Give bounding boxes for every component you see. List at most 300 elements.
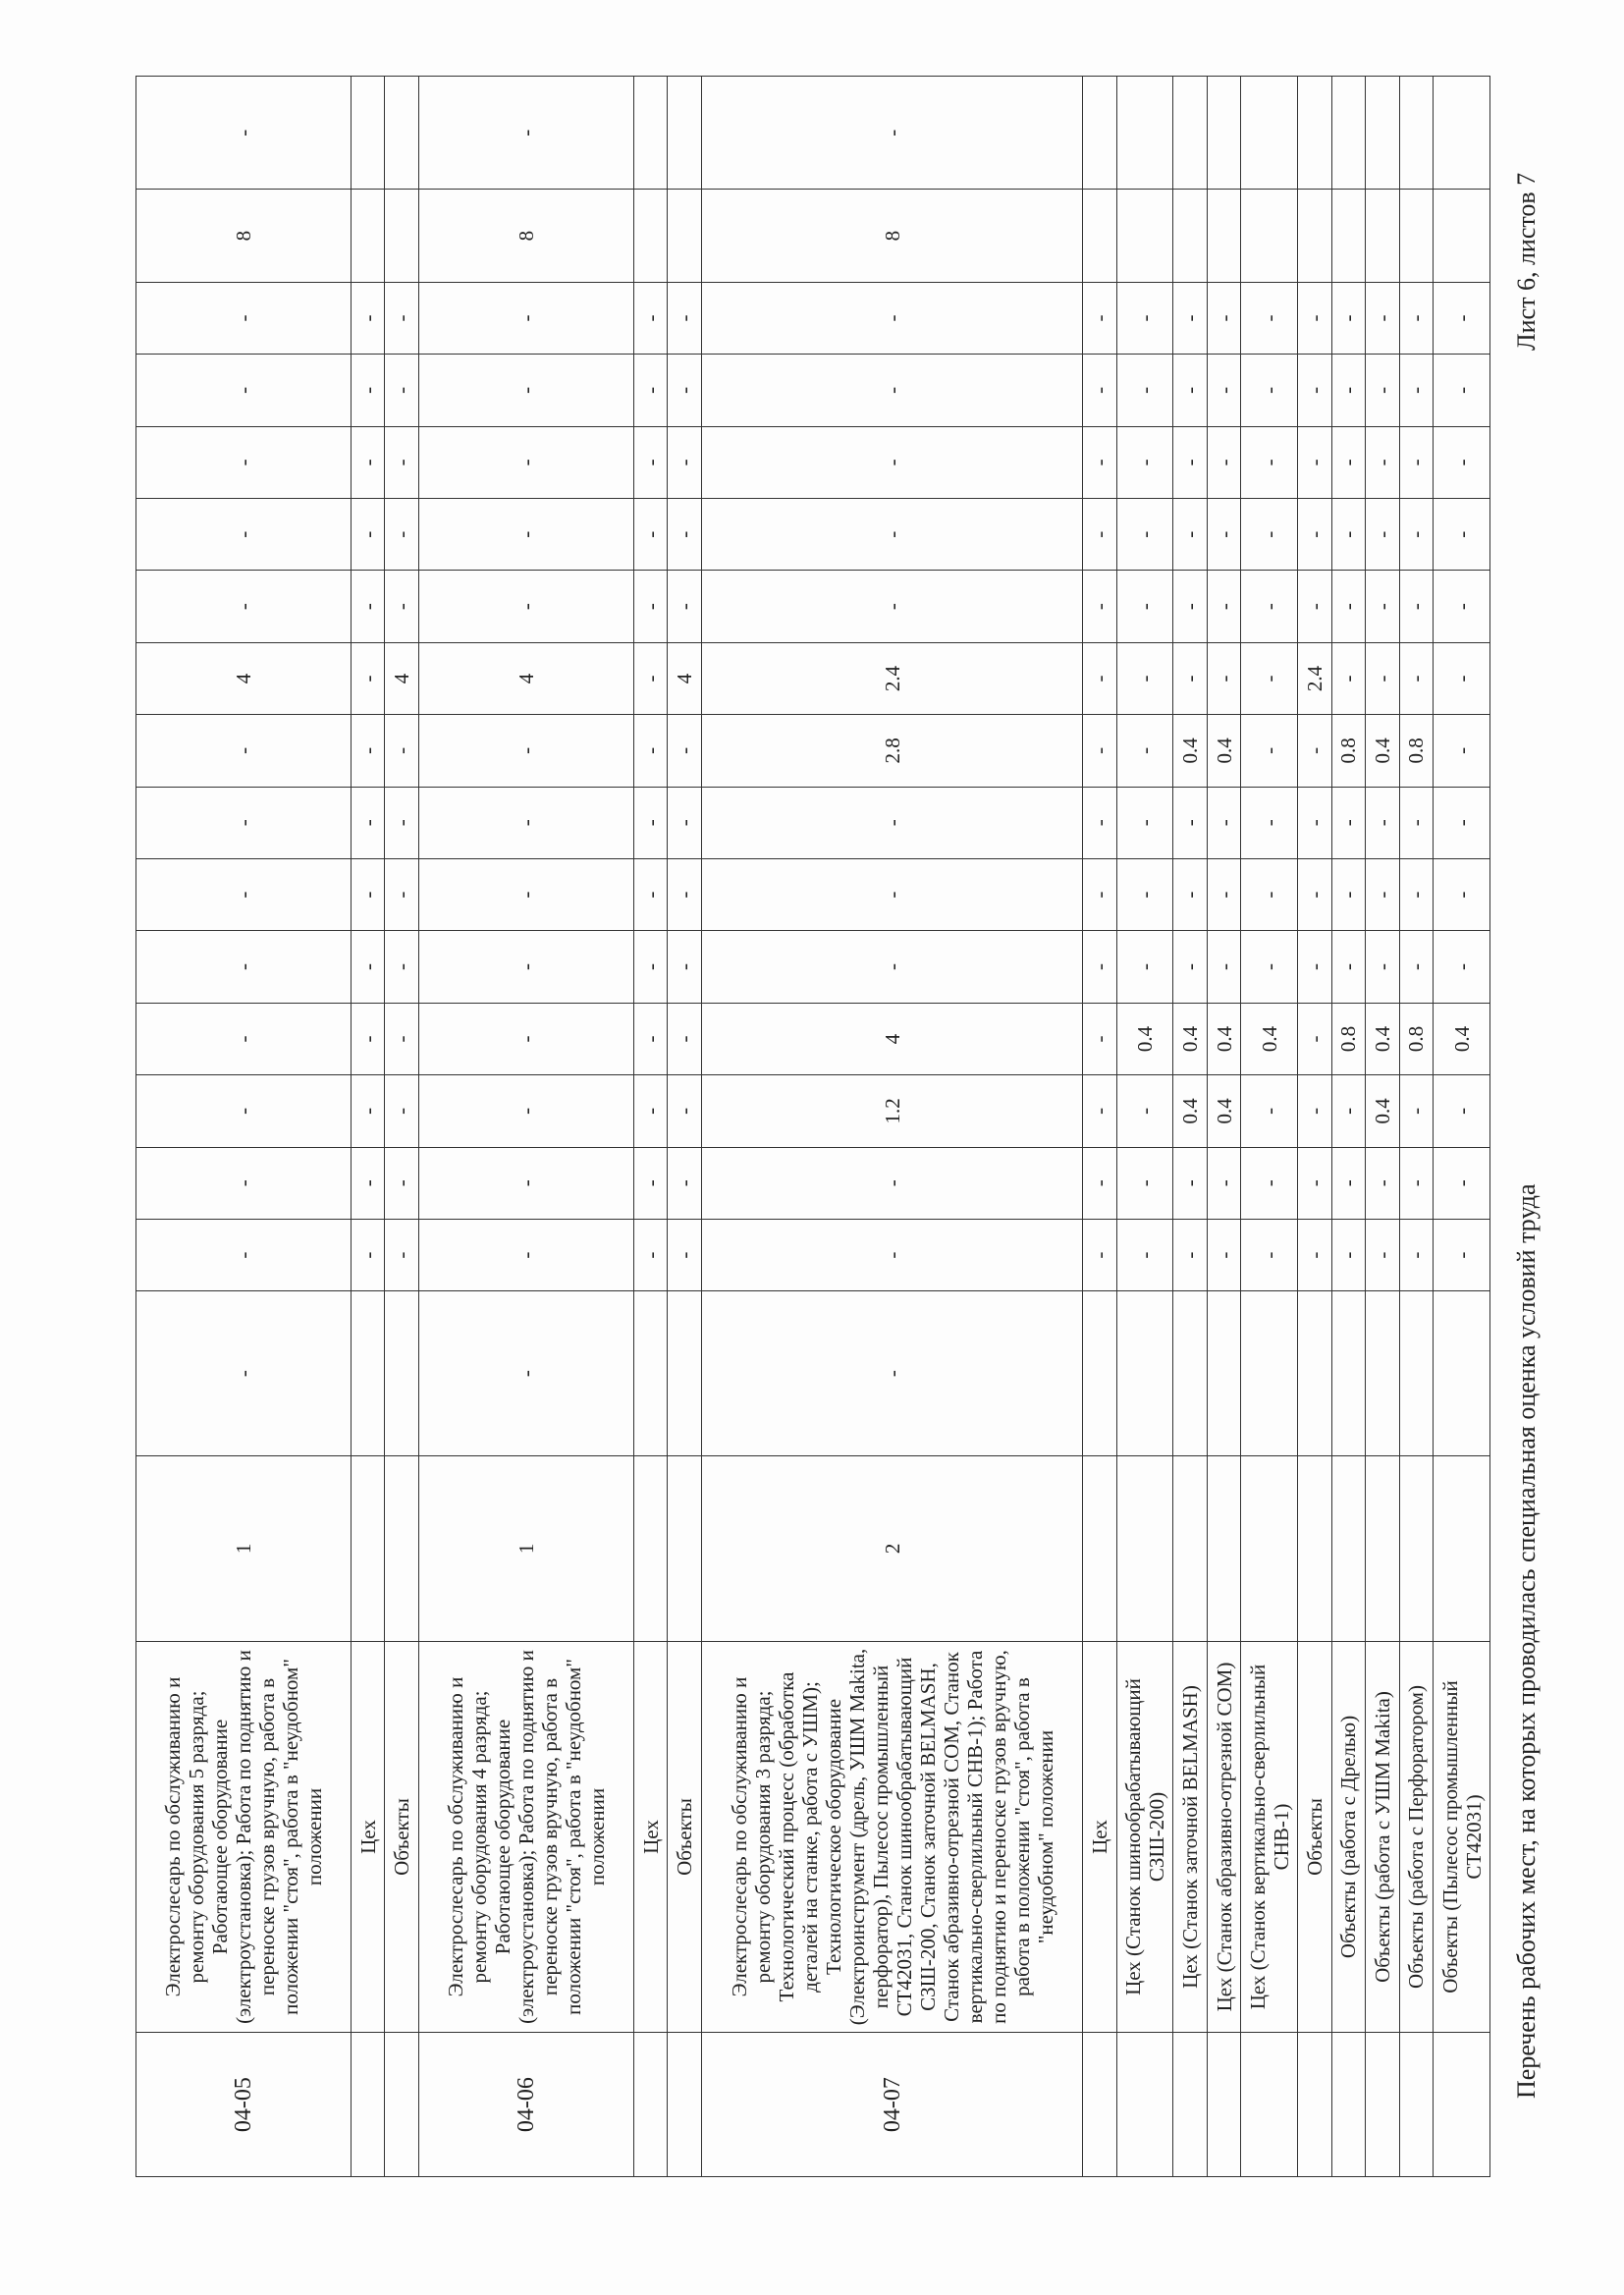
table-cell xyxy=(1331,190,1366,282)
table-cell: - xyxy=(1207,858,1241,930)
table-cell xyxy=(1241,1291,1298,1456)
table-cell: - xyxy=(633,858,668,930)
table-cell: - xyxy=(633,426,668,498)
table-cell: 0.4 xyxy=(1207,1003,1241,1074)
workplace-name: Объекты xyxy=(385,1641,419,2032)
table-cell: - xyxy=(1241,355,1298,426)
table-cell: - xyxy=(385,1075,419,1147)
table-row xyxy=(668,77,702,2177)
table-cell: - xyxy=(1434,282,1490,354)
table-cell: - xyxy=(1298,571,1332,642)
table-cell xyxy=(633,190,668,282)
table-cell: - xyxy=(351,1147,385,1219)
table-cell xyxy=(1207,1291,1241,1456)
workplace-name: Цех (Станок вертикально-сверлильный СНВ-1) xyxy=(1241,1641,1298,2032)
table-cell xyxy=(1207,1456,1241,1642)
table-cell: - xyxy=(1173,282,1208,354)
table-cell xyxy=(1116,1456,1173,1642)
table-cell: - xyxy=(418,1075,633,1147)
table-cell xyxy=(385,1291,419,1456)
table-cell xyxy=(1434,77,1490,190)
table-cell: - xyxy=(1083,1003,1117,1074)
table-cell: - xyxy=(1331,282,1366,354)
table-cell: - xyxy=(633,715,668,787)
table-cell: - xyxy=(1331,426,1366,498)
table-cell: - xyxy=(1241,642,1298,714)
table-cell xyxy=(1083,1291,1117,1456)
workplace-name: Объекты xyxy=(1298,1641,1332,2032)
table-cell: - xyxy=(1366,642,1400,714)
table-cell xyxy=(1083,190,1117,282)
table-cell: - xyxy=(668,715,702,787)
table-cell: - xyxy=(1173,1147,1208,1219)
table-cell: - xyxy=(136,571,352,642)
table-cell xyxy=(1241,190,1298,282)
table-cell: - xyxy=(668,931,702,1003)
table-cell: - xyxy=(1083,787,1117,858)
table-cell xyxy=(1241,77,1298,190)
table-cell: - xyxy=(1173,1219,1208,1290)
table-cell: - xyxy=(351,426,385,498)
workplace-name: Электрослесарь по обслуживанию и ремонту оборудования 5 разряда; Работающее оборудование (электроустановка); Работа по поднятию и переноске грузов вручную, работа в положении "стоя", работа в "неудобном" положении xyxy=(136,1641,352,2032)
table-cell xyxy=(1083,77,1117,190)
workplace-name: Объекты (работа с Дрелью) xyxy=(1331,1641,1366,2032)
table-row xyxy=(418,77,633,2177)
table-cell: - xyxy=(701,77,1082,190)
table-cell: - xyxy=(1173,499,1208,571)
table-cell: - xyxy=(701,1291,1082,1456)
table-cell: - xyxy=(136,426,352,498)
table-cell: - xyxy=(1331,1219,1366,1290)
table-cell: - xyxy=(385,499,419,571)
table-cell: 4 xyxy=(418,642,633,714)
table-cell: 0.4 xyxy=(1434,1003,1490,1074)
table-cell xyxy=(1331,77,1366,190)
table-cell: - xyxy=(136,355,352,426)
table-cell: - xyxy=(1366,499,1400,571)
table-cell: - xyxy=(1366,426,1400,498)
table-cell: - xyxy=(1434,787,1490,858)
table-cell: - xyxy=(701,858,1082,930)
workplace-code xyxy=(633,2033,668,2177)
table-cell xyxy=(668,77,702,190)
table-cell: - xyxy=(1298,1003,1332,1074)
table-cell: 4 xyxy=(668,642,702,714)
table-cell: - xyxy=(1366,571,1400,642)
table-cell xyxy=(1366,77,1400,190)
table-cell xyxy=(1366,190,1400,282)
table-cell: - xyxy=(1366,787,1400,858)
table-cell: 1 xyxy=(136,1456,352,1642)
table-cell: - xyxy=(1241,426,1298,498)
table-cell: - xyxy=(701,426,1082,498)
table-cell: - xyxy=(1116,355,1173,426)
table-cell: - xyxy=(1399,858,1434,930)
workplace-name: Объекты (работа с УШМ Makita) xyxy=(1366,1641,1400,2032)
table-cell: - xyxy=(351,571,385,642)
workplace-name: Объекты (работа с Перфоратором) xyxy=(1399,1641,1434,2032)
table-cell: - xyxy=(1241,931,1298,1003)
table-cell: - xyxy=(385,282,419,354)
table-cell: - xyxy=(668,571,702,642)
table-cell: - xyxy=(1298,1075,1332,1147)
table-row xyxy=(1366,77,1400,2177)
table-cell: - xyxy=(136,858,352,930)
table-cell: - xyxy=(385,858,419,930)
table-cell: - xyxy=(633,787,668,858)
table-cell: - xyxy=(1116,931,1173,1003)
table-cell xyxy=(385,1456,419,1642)
table-cell: 4 xyxy=(701,1003,1082,1074)
table-cell: - xyxy=(1173,426,1208,498)
table-cell: 1 xyxy=(418,1456,633,1642)
table-cell: - xyxy=(1399,355,1434,426)
table-cell: 4 xyxy=(385,642,419,714)
workplace-code xyxy=(1399,2033,1434,2177)
table-cell: - xyxy=(1298,787,1332,858)
table-cell: - xyxy=(1083,715,1117,787)
table-cell: 2.8 xyxy=(701,715,1082,787)
table-cell: - xyxy=(418,858,633,930)
table-cell: - xyxy=(668,787,702,858)
table-cell: - xyxy=(1366,1219,1400,1290)
table-cell xyxy=(1366,1291,1400,1456)
table-cell: - xyxy=(351,282,385,354)
workplace-name: Цех (Станок заточной BELMASH) xyxy=(1173,1641,1208,2032)
table-cell xyxy=(1241,1456,1298,1642)
workplace-name: Электрослесарь по обслуживанию и ремонту оборудования 4 разряда; Работающее оборудование (электроустановка); Работа по поднятию и переноске грузов вручную, работа в положении "стоя", работа в "неудобном" положении xyxy=(418,1641,633,2032)
table-row xyxy=(1298,77,1332,2177)
table-cell xyxy=(1207,190,1241,282)
workplace-code: 04-05 xyxy=(136,2033,352,2177)
workplace-name: Объекты (Пылесос промышленный СТ42031) xyxy=(1434,1641,1490,2032)
table-cell: - xyxy=(1083,426,1117,498)
table-cell: - xyxy=(1298,1219,1332,1290)
table-cell: - xyxy=(1366,355,1400,426)
table-cell: 8 xyxy=(701,190,1082,282)
table-cell: - xyxy=(701,571,1082,642)
table-cell: - xyxy=(136,1147,352,1219)
table-cell: - xyxy=(701,499,1082,571)
table-cell: - xyxy=(1207,1147,1241,1219)
table-cell: 1.2 xyxy=(701,1075,1082,1147)
table-cell: - xyxy=(633,1075,668,1147)
table-row xyxy=(1241,77,1298,2177)
table-cell: - xyxy=(1298,355,1332,426)
table-cell: - xyxy=(1241,715,1298,787)
workplace-name: Цех xyxy=(1083,1641,1117,2032)
table-cell: - xyxy=(1399,426,1434,498)
table-cell: - xyxy=(136,1291,352,1456)
table-cell: - xyxy=(385,1147,419,1219)
table-cell: - xyxy=(1173,642,1208,714)
table-row xyxy=(385,77,419,2177)
table-cell: - xyxy=(1298,499,1332,571)
table-cell: - xyxy=(1331,787,1366,858)
table-cell: - xyxy=(633,282,668,354)
table-cell: - xyxy=(1116,499,1173,571)
table-cell: - xyxy=(385,931,419,1003)
table-cell: - xyxy=(668,1075,702,1147)
table-row xyxy=(1083,77,1117,2177)
table-cell xyxy=(668,1456,702,1642)
table-cell xyxy=(351,190,385,282)
table-cell: - xyxy=(668,355,702,426)
table-cell: - xyxy=(1241,1075,1298,1147)
table-cell: - xyxy=(136,715,352,787)
table-cell: - xyxy=(1434,1075,1490,1147)
table-cell: - xyxy=(1434,858,1490,930)
workplace-name: Электрослесарь по обслуживанию и ремонту оборудования 3 разряда; Технологический процесс (обработка деталей на станке, работа с УШМ); Технологическое оборудование (Электроинструмент (дрель, УШМ Makita, перфоратор), Пылесос промышленный СТ42031, Станок шинообрабатывающий СЗШ-200, Станок заточной BELMASH, Станок абразивно-отрезной СОМ, Станок вертикально-сверлильный СНВ-1); Работа по поднятию и переноске грузов вручную, работа в положении "стоя", работа в "неудобном" положении xyxy=(701,1641,1082,2032)
workplace-name: Цех (Станок шинообрабатывающий СЗШ-200) xyxy=(1116,1641,1173,2032)
table-cell: - xyxy=(1083,1219,1117,1290)
table-cell: - xyxy=(1298,931,1332,1003)
table-cell: - xyxy=(136,499,352,571)
table-cell: - xyxy=(1399,499,1434,571)
table-cell: - xyxy=(1241,282,1298,354)
table-cell: - xyxy=(1083,642,1117,714)
table-cell: - xyxy=(1173,787,1208,858)
table-cell: - xyxy=(1207,426,1241,498)
table-cell: - xyxy=(633,642,668,714)
table-cell: - xyxy=(1434,571,1490,642)
table-cell xyxy=(1399,190,1434,282)
table-cell: - xyxy=(1241,571,1298,642)
table-cell: - xyxy=(1434,1219,1490,1290)
table-cell: 0.4 xyxy=(1207,1075,1241,1147)
table-cell xyxy=(1399,1291,1434,1456)
table-cell: - xyxy=(385,715,419,787)
table-row xyxy=(1331,77,1366,2177)
table-cell xyxy=(1298,77,1332,190)
table-cell: - xyxy=(351,787,385,858)
table-cell xyxy=(1207,77,1241,190)
workplace-code xyxy=(385,2033,419,2177)
table-cell: 0.4 xyxy=(1366,1003,1400,1074)
workplace-table xyxy=(135,76,1490,2177)
table-cell xyxy=(1083,1456,1117,1642)
table-cell: - xyxy=(1399,1075,1434,1147)
table-cell: - xyxy=(701,1219,1082,1290)
table-cell xyxy=(1331,1456,1366,1642)
table-cell: 0.4 xyxy=(1366,1075,1400,1147)
table-cell: - xyxy=(418,1147,633,1219)
table-cell xyxy=(351,1456,385,1642)
table-cell: - xyxy=(1434,499,1490,571)
table-cell: - xyxy=(1241,858,1298,930)
table-cell: - xyxy=(351,715,385,787)
table-cell: 0.4 xyxy=(1366,715,1400,787)
table-cell: - xyxy=(633,931,668,1003)
table-cell: - xyxy=(351,499,385,571)
workplace-name: Объекты xyxy=(668,1641,702,2032)
table-cell: - xyxy=(1241,1219,1298,1290)
table-cell: - xyxy=(1434,642,1490,714)
table-cell: - xyxy=(1083,282,1117,354)
table-cell: - xyxy=(1083,499,1117,571)
table-cell: - xyxy=(418,282,633,354)
table-cell xyxy=(1298,1291,1332,1456)
table-cell: - xyxy=(385,355,419,426)
table-cell: - xyxy=(418,571,633,642)
workplace-code: 04-07 xyxy=(701,2033,1082,2177)
table-cell: 0.8 xyxy=(1331,1003,1366,1074)
table-cell: - xyxy=(1366,858,1400,930)
table-row xyxy=(1434,77,1490,2177)
table-cell xyxy=(385,77,419,190)
table-cell: - xyxy=(1399,571,1434,642)
table-cell: - xyxy=(351,355,385,426)
table-cell: 0.4 xyxy=(1207,715,1241,787)
workplace-code xyxy=(1331,2033,1366,2177)
table-cell: - xyxy=(1241,787,1298,858)
table-cell: - xyxy=(1207,571,1241,642)
table-cell xyxy=(633,77,668,190)
workplace-code xyxy=(351,2033,385,2177)
table-row xyxy=(633,77,668,2177)
table-cell: - xyxy=(1173,571,1208,642)
table-cell: - xyxy=(1207,355,1241,426)
table-cell: - xyxy=(1366,931,1400,1003)
table-cell xyxy=(1173,1291,1208,1456)
table-row xyxy=(701,77,1082,2177)
table-cell: - xyxy=(1116,426,1173,498)
workplace-name: Цех (Станок абразивно-отрезной СОМ) xyxy=(1207,1641,1241,2032)
table-cell: 0.8 xyxy=(1399,1003,1434,1074)
table-cell: - xyxy=(418,1291,633,1456)
table-cell: - xyxy=(1331,499,1366,571)
table-cell: - xyxy=(1331,355,1366,426)
table-cell: - xyxy=(1116,571,1173,642)
table-cell: - xyxy=(1331,1147,1366,1219)
table-cell: - xyxy=(1173,931,1208,1003)
table-cell xyxy=(1116,190,1173,282)
table-cell: - xyxy=(418,715,633,787)
table-cell: - xyxy=(418,77,633,190)
table-cell: - xyxy=(1331,931,1366,1003)
table-cell: - xyxy=(1173,858,1208,930)
table-cell: - xyxy=(351,858,385,930)
table-cell: - xyxy=(633,1003,668,1074)
table-cell: - xyxy=(1083,571,1117,642)
table-cell: - xyxy=(1116,1219,1173,1290)
workplace-code xyxy=(668,2033,702,2177)
table-cell: - xyxy=(1173,355,1208,426)
table-cell: - xyxy=(1434,355,1490,426)
table-cell: - xyxy=(668,1003,702,1074)
workplace-code xyxy=(1298,2033,1332,2177)
table-cell: - xyxy=(1366,282,1400,354)
table-cell: - xyxy=(1399,1219,1434,1290)
table-cell: 2.4 xyxy=(1298,642,1332,714)
table-cell xyxy=(633,1291,668,1456)
table-cell: - xyxy=(136,282,352,354)
table-cell: - xyxy=(385,571,419,642)
table-cell: - xyxy=(385,1219,419,1290)
table-cell: - xyxy=(418,426,633,498)
table-cell: - xyxy=(1207,787,1241,858)
table-cell xyxy=(1116,1291,1173,1456)
table-cell: - xyxy=(1434,1147,1490,1219)
table-cell: - xyxy=(1207,1219,1241,1290)
workplace-name: Цех xyxy=(633,1641,668,2032)
table-cell: - xyxy=(1241,1147,1298,1219)
table-cell: - xyxy=(701,355,1082,426)
table-cell: - xyxy=(351,642,385,714)
table-cell: - xyxy=(385,426,419,498)
table-cell: - xyxy=(1331,858,1366,930)
table-cell xyxy=(1434,1456,1490,1642)
table-cell: - xyxy=(136,1003,352,1074)
workplace-code xyxy=(1083,2033,1117,2177)
table-cell: - xyxy=(1083,1147,1117,1219)
table-row xyxy=(1207,77,1241,2177)
table-cell xyxy=(351,77,385,190)
table-cell: - xyxy=(668,1219,702,1290)
table-row xyxy=(136,77,352,2177)
table-cell xyxy=(668,190,702,282)
table-cell: - xyxy=(633,355,668,426)
workplace-code: 04-06 xyxy=(418,2033,633,2177)
table-cell: - xyxy=(1434,931,1490,1003)
table-cell xyxy=(1399,1456,1434,1642)
table-cell: 0.8 xyxy=(1399,715,1434,787)
table-cell: 0.4 xyxy=(1241,1003,1298,1074)
page-sheet-number: Лист 6, листов 7 xyxy=(1512,172,1541,351)
table-cell xyxy=(1399,77,1434,190)
table-row xyxy=(1173,77,1208,2177)
table-cell xyxy=(1434,190,1490,282)
table-cell: 8 xyxy=(418,190,633,282)
table-cell: - xyxy=(1399,642,1434,714)
table-cell: - xyxy=(633,499,668,571)
table-cell: 0.4 xyxy=(1173,1003,1208,1074)
table-cell: - xyxy=(1399,1147,1434,1219)
table-cell xyxy=(1173,1456,1208,1642)
table-cell: - xyxy=(1116,858,1173,930)
table-cell: - xyxy=(1434,715,1490,787)
table-cell: - xyxy=(1399,787,1434,858)
table-cell: - xyxy=(1207,499,1241,571)
table-cell: - xyxy=(701,931,1082,1003)
table-cell: - xyxy=(1207,931,1241,1003)
table-cell: - xyxy=(633,1219,668,1290)
table-cell: - xyxy=(1116,787,1173,858)
table-cell: 2.4 xyxy=(701,642,1082,714)
table-cell: - xyxy=(668,1147,702,1219)
table-cell: - xyxy=(1207,642,1241,714)
table-cell: 2 xyxy=(701,1456,1082,1642)
table-row xyxy=(1399,77,1434,2177)
table-cell: - xyxy=(633,1147,668,1219)
table-cell: 4 xyxy=(136,642,352,714)
table-cell xyxy=(668,1291,702,1456)
table-cell: - xyxy=(418,1003,633,1074)
table-cell: - xyxy=(351,931,385,1003)
table-cell: - xyxy=(418,931,633,1003)
table-cell xyxy=(385,190,419,282)
table-cell: - xyxy=(418,787,633,858)
table-cell: - xyxy=(1331,642,1366,714)
workplace-code xyxy=(1434,2033,1490,2177)
table-cell: - xyxy=(1083,355,1117,426)
workplace-code xyxy=(1116,2033,1173,2177)
table-cell: - xyxy=(1116,642,1173,714)
table-cell xyxy=(1116,77,1173,190)
table-row xyxy=(1116,77,1173,2177)
table-cell: - xyxy=(1399,931,1434,1003)
table-cell: - xyxy=(701,282,1082,354)
